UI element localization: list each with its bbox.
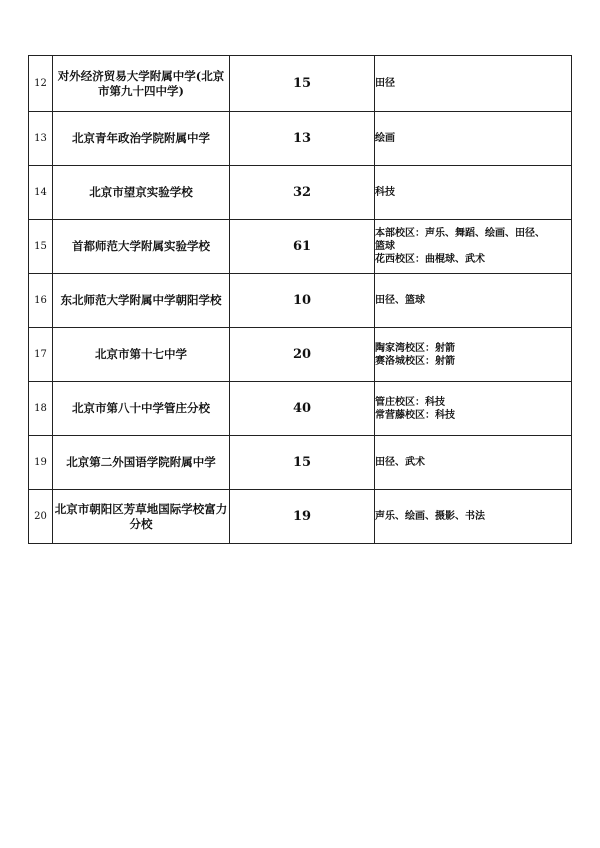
project-line: 田径: [375, 78, 395, 89]
special-projects: [375, 382, 572, 436]
school-name: 对外经济贸易大学附属中学(北京市第九十四中学): [53, 56, 230, 112]
enrollment-count: 32: [230, 166, 375, 220]
table-row: [29, 112, 572, 166]
enrollment-count: 13: [230, 112, 375, 166]
table-row: [29, 490, 572, 544]
row-number: 16: [29, 274, 53, 328]
project-line: 本部校区：声乐、舞蹈、绘画、田径、: [375, 228, 545, 239]
project-line: 田径、武术: [375, 457, 425, 468]
school-table: [28, 55, 572, 544]
project-line: 科技: [375, 187, 395, 198]
table-body: [29, 56, 572, 544]
project-line: 篮球: [375, 241, 395, 252]
row-number: 12: [29, 56, 53, 112]
special-projects: [375, 220, 572, 274]
table-row: [29, 328, 572, 382]
special-projects: [375, 112, 572, 166]
row-number: 14: [29, 166, 53, 220]
project-line: 陶家湾校区：射箭: [375, 342, 455, 354]
table-row: [29, 166, 572, 220]
project-line: 花西校区：曲棍球、武术: [375, 254, 485, 265]
project-line: 管庄校区：科技: [375, 396, 445, 408]
enrollment-count: 40: [230, 382, 375, 436]
school-name: 东北师范大学附属中学朝阳学校: [53, 274, 230, 328]
school-name: 首都师范大学附属实验学校: [53, 220, 230, 274]
special-projects: [375, 490, 572, 544]
table-row: [29, 436, 572, 490]
school-name: 北京第二外国语学院附属中学: [53, 436, 230, 490]
project-line: 常营藤校区：科技: [375, 409, 455, 421]
special-projects: [375, 56, 572, 112]
project-line: 声乐、绘画、摄影、书法: [375, 511, 485, 522]
table-row: [29, 274, 572, 328]
enrollment-count: 10: [230, 274, 375, 328]
school-name: 北京市望京实验学校: [53, 166, 230, 220]
special-projects: [375, 166, 572, 220]
project-line: 田径、篮球: [375, 295, 425, 306]
row-number: 15: [29, 220, 53, 274]
special-projects: [375, 436, 572, 490]
school-name: 北京市朝阳区芳草地国际学校富力分校: [53, 490, 230, 544]
row-number: 17: [29, 328, 53, 382]
enrollment-count: 61: [230, 220, 375, 274]
table-row: [29, 382, 572, 436]
school-name: 北京青年政治学院附属中学: [53, 112, 230, 166]
row-number: 20: [29, 490, 53, 544]
enrollment-count: 15: [230, 436, 375, 490]
enrollment-count: 20: [230, 328, 375, 382]
row-number: 18: [29, 382, 53, 436]
special-projects: [375, 328, 572, 382]
table-row: [29, 56, 572, 112]
enrollment-count: 19: [230, 490, 375, 544]
table-row: [29, 220, 572, 274]
school-name: 北京市第十七中学: [53, 328, 230, 382]
project-line: 绘画: [375, 133, 395, 144]
project-line: 赛洛城校区：射箭: [375, 355, 455, 367]
school-name: 北京市第八十中学管庄分校: [53, 382, 230, 436]
special-projects: [375, 274, 572, 328]
row-number: 19: [29, 436, 53, 490]
enrollment-count: 15: [230, 56, 375, 112]
row-number: 13: [29, 112, 53, 166]
